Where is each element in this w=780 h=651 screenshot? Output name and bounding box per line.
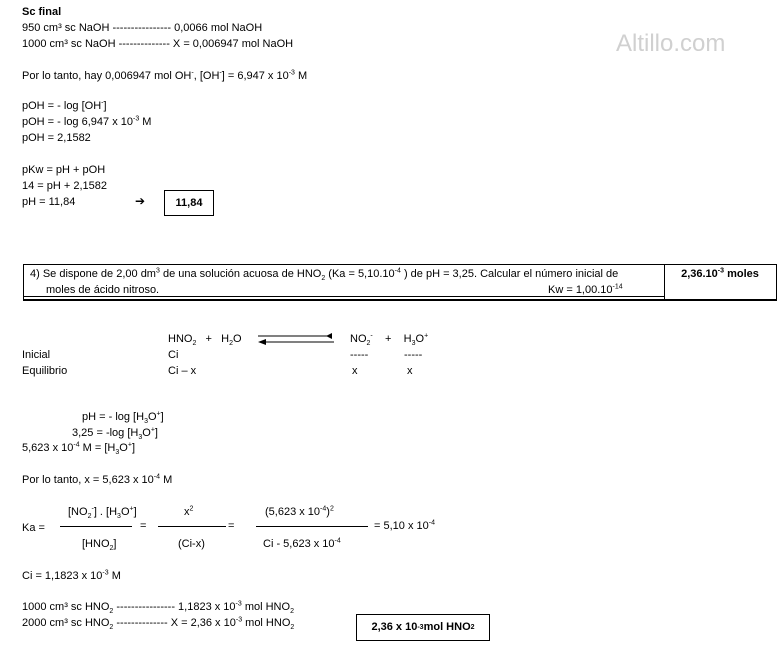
equilibrium-arrows-icon <box>256 331 336 347</box>
problem-answer: $2,36.10^{-3}$ moles <box>681 267 759 280</box>
ph-result-line: pH = 11,84 <box>22 196 76 208</box>
section-heading: Sc final <box>22 6 62 18</box>
row-initial-product2: ----- <box>404 349 423 361</box>
row-equilibrium-product1: x <box>352 365 358 377</box>
fraction-bar-1 <box>60 526 132 527</box>
pkw-line-2: 14 = pH + 2,1582 <box>22 180 108 192</box>
row-equilibrium-ci: Ci – x <box>168 365 197 377</box>
ka-numerator-1: $[NO_2^-]$ . $[H_3O^+]$ <box>68 505 137 521</box>
ph-calc-line-1: pH = - $\log [H_3O^+]$ <box>82 410 164 426</box>
problem-text-line-1: 4) Se dispone de 2,00 $dm^3$ de una solución acuosa de $HNO_2$ ($Ka = 5,10.10^{-4}$ ) de pH = 3,25. Calcular el número inicial de <box>30 267 619 283</box>
watermark: Altillo.com <box>616 30 726 57</box>
ka-denominator-3: Ci - 5,623 x $10^{-4}$ <box>263 537 341 550</box>
naoh-line-2: 1000 cm³ sc NaOH -------------- X = 0,006947 mol NaOH <box>22 38 294 50</box>
ka-numerator-3: (5,623 x $10^{-4})^2$ <box>265 505 334 518</box>
problem-kw: $Kw = 1,00.10^{-14}$ <box>548 283 623 296</box>
arrow-icon: ➔ <box>135 194 146 208</box>
row-equilibrium-label: Equilibrio <box>22 365 68 377</box>
poh-line-3: pOH = 2,1582 <box>22 132 91 144</box>
fraction-bar-2 <box>158 526 226 527</box>
products: $NO_2^-$ + $H_3O^+$ <box>350 332 429 348</box>
final-answer-box: 2,36 x 10 -3 mol HNO 2 <box>356 614 490 641</box>
fraction-bar-3 <box>256 526 368 527</box>
row-initial-product1: ----- <box>350 349 369 361</box>
ph-answer-box: 11,84 <box>164 190 214 216</box>
ka-label: Ka = <box>22 522 45 534</box>
reactants: $HNO_2$ + $H_2O$ <box>168 333 242 348</box>
ka-numerator-2: $x^2$ <box>184 505 194 518</box>
equals-1: = <box>140 520 147 532</box>
problem-underline <box>24 296 664 297</box>
ci-value-line: Ci = 1,1823 x $10^{-3}$ M <box>22 569 121 582</box>
ph-calc-line-2: 3,25 = -log $[H_3O^+]$ <box>72 426 158 442</box>
problem-text-line-2: moles de ácido nitroso. <box>46 284 160 296</box>
ka-denominator-1: $[HNO_2]$ <box>82 538 117 553</box>
ka-result: = 5,10 x $10^{-4}$ <box>374 519 435 532</box>
hno2-moles-line-1: 1000 cm³ sc $HNO_2$ ---------------- 1,1823 x $10^{-3}$ mol $HNO_2$ <box>22 600 294 616</box>
oh-concentration-line: Por lo tanto, hay 0,006947 mol OH-, [OH-] = 6,947 x $10^{-3}$ M <box>22 69 308 82</box>
problem-statement-box <box>23 264 777 301</box>
row-equilibrium-product2: x <box>407 365 413 377</box>
ka-denominator-2: (Ci-x) <box>178 538 205 550</box>
pkw-line-1: pKw = pH + pOH <box>22 164 106 176</box>
naoh-line-1: 950 cm³ sc NaOH ---------------- 0,0066 mol NaOH <box>22 22 263 34</box>
hno2-moles-line-2: 2000 cm³ sc $HNO_2$ -------------- X = 2,36 x $10^{-3}$ mol $HNO_2$ <box>22 616 295 632</box>
ph-calc-line-3: 5,623 x $10^{-4}$ $M = [H_3O^+]$ <box>22 441 135 457</box>
equals-2: = <box>228 520 235 532</box>
row-initial-label: Inicial <box>22 349 51 361</box>
poh-line-1: pOH = - log [OH-] <box>22 99 107 112</box>
x-value-line: Por lo tanto, x = 5,623 x $10^{-4}$ M <box>22 473 173 486</box>
row-initial-ci: Ci <box>168 349 179 361</box>
poh-line-2: pOH = - log 6,947 x $10^{-3}$ M <box>22 115 152 128</box>
